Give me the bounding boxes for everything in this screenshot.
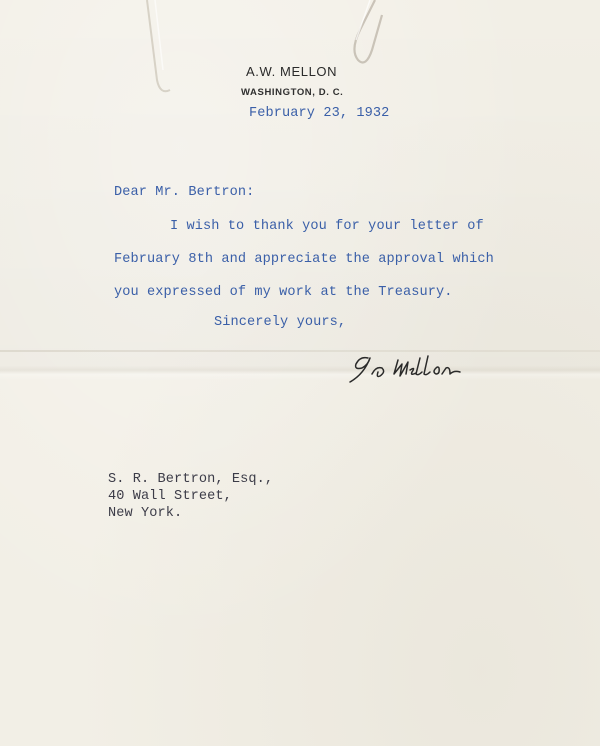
paper-clip-impression-left <box>135 0 195 100</box>
body-line-2: February 8th and appreciate the approval which <box>114 252 494 267</box>
paper-fold <box>0 350 600 352</box>
paper-clip-impression-right <box>330 0 390 75</box>
body-line-1: I wish to thank you for your letter of <box>170 219 484 234</box>
recipient-line-3: New York. <box>108 506 183 521</box>
recipient-line-2: 40 Wall Street, <box>108 489 232 504</box>
letter-date: February 23, 1932 <box>249 106 390 121</box>
closing: Sincerely yours, <box>214 315 347 330</box>
letterhead-name: A.W. MELLON <box>246 64 338 79</box>
letterhead-city: WASHINGTON, D. C. <box>241 87 344 98</box>
recipient-line-1: S. R. Bertron, Esq., <box>108 472 274 487</box>
body-line-3: you expressed of my work at the Treasury. <box>114 285 453 300</box>
salutation: Dear Mr. Bertron: <box>114 185 255 200</box>
signature <box>346 352 476 392</box>
